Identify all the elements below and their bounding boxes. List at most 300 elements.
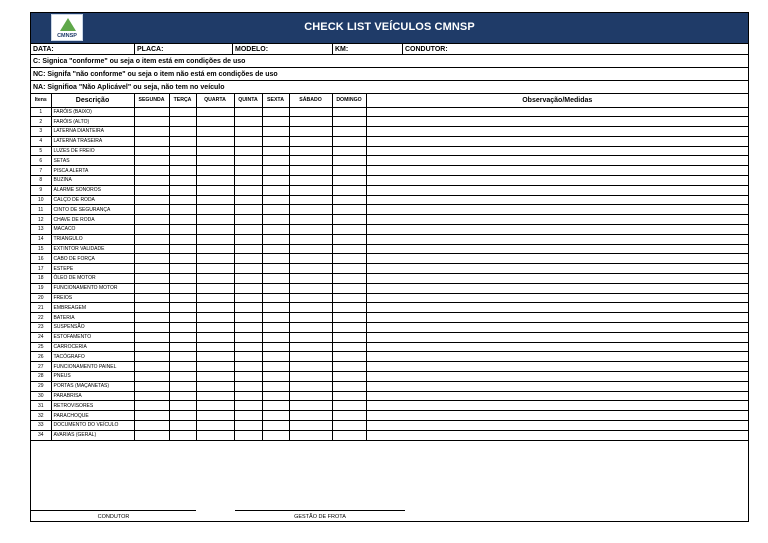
check-cell-sabado[interactable] xyxy=(289,185,332,195)
check-cell-quinta[interactable] xyxy=(234,244,262,254)
check-cell-domingo[interactable] xyxy=(332,156,366,166)
placa-field[interactable]: PLACA: xyxy=(134,44,232,54)
check-cell-quarta[interactable] xyxy=(196,234,234,244)
check-cell-domingo[interactable] xyxy=(332,244,366,254)
check-cell-domingo[interactable] xyxy=(332,205,366,215)
check-cell-observacao[interactable] xyxy=(366,117,748,127)
check-cell-quarta[interactable] xyxy=(196,107,234,117)
check-cell-observacao[interactable] xyxy=(366,411,748,421)
check-cell-quarta[interactable] xyxy=(196,156,234,166)
item-number: 9 xyxy=(31,185,51,195)
check-cell-observacao[interactable] xyxy=(366,176,748,186)
check-cell-quinta[interactable] xyxy=(234,352,262,362)
check-cell-quinta[interactable] xyxy=(234,342,262,352)
check-cell-sabado[interactable] xyxy=(289,391,332,401)
check-cell-terca[interactable] xyxy=(169,332,196,342)
check-cell-terca[interactable] xyxy=(169,381,196,391)
check-cell-observacao[interactable] xyxy=(366,156,748,166)
check-cell-observacao[interactable] xyxy=(366,107,748,117)
check-cell-domingo[interactable] xyxy=(332,117,366,127)
check-cell-sexta[interactable] xyxy=(262,254,289,264)
check-cell-quarta[interactable] xyxy=(196,176,234,186)
check-cell-segunda[interactable] xyxy=(134,127,169,137)
check-cell-terca[interactable] xyxy=(169,234,196,244)
check-cell-segunda[interactable] xyxy=(134,185,169,195)
check-cell-sabado[interactable] xyxy=(289,332,332,342)
check-cell-segunda[interactable] xyxy=(134,303,169,313)
check-cell-sabado[interactable] xyxy=(289,274,332,284)
check-cell-sexta[interactable] xyxy=(262,146,289,156)
check-cell-quarta[interactable] xyxy=(196,372,234,382)
checklist-table xyxy=(31,94,748,441)
check-cell-segunda[interactable] xyxy=(134,430,169,440)
check-cell-quarta[interactable] xyxy=(196,244,234,254)
check-cell-quinta[interactable] xyxy=(234,391,262,401)
check-cell-terca[interactable] xyxy=(169,146,196,156)
check-cell-observacao[interactable] xyxy=(366,234,748,244)
check-cell-domingo[interactable] xyxy=(332,264,366,274)
check-cell-sabado[interactable] xyxy=(289,156,332,166)
check-cell-segunda[interactable] xyxy=(134,107,169,117)
check-cell-segunda[interactable] xyxy=(134,323,169,333)
check-cell-terca[interactable] xyxy=(169,293,196,303)
check-cell-quarta[interactable] xyxy=(196,205,234,215)
check-cell-quinta[interactable] xyxy=(234,421,262,431)
check-cell-segunda[interactable] xyxy=(134,293,169,303)
check-cell-terca[interactable] xyxy=(169,205,196,215)
check-cell-terca[interactable] xyxy=(169,215,196,225)
check-cell-observacao[interactable] xyxy=(366,293,748,303)
check-cell-observacao[interactable] xyxy=(366,205,748,215)
check-cell-quinta[interactable] xyxy=(234,332,262,342)
check-cell-quarta[interactable] xyxy=(196,421,234,431)
check-cell-sexta[interactable] xyxy=(262,313,289,323)
check-cell-observacao[interactable] xyxy=(366,274,748,284)
check-cell-quinta[interactable] xyxy=(234,205,262,215)
check-cell-sexta[interactable] xyxy=(262,234,289,244)
check-cell-terca[interactable] xyxy=(169,185,196,195)
check-cell-sexta[interactable] xyxy=(262,156,289,166)
check-cell-domingo[interactable] xyxy=(332,136,366,146)
check-cell-sabado[interactable] xyxy=(289,254,332,264)
check-cell-quinta[interactable] xyxy=(234,156,262,166)
check-cell-sexta[interactable] xyxy=(262,303,289,313)
check-cell-quarta[interactable] xyxy=(196,313,234,323)
check-cell-domingo[interactable] xyxy=(332,166,366,176)
check-cell-segunda[interactable] xyxy=(134,352,169,362)
check-cell-observacao[interactable] xyxy=(366,421,748,431)
check-cell-domingo[interactable] xyxy=(332,421,366,431)
check-cell-observacao[interactable] xyxy=(366,430,748,440)
check-cell-quarta[interactable] xyxy=(196,401,234,411)
check-cell-sabado[interactable] xyxy=(289,136,332,146)
check-cell-quarta[interactable] xyxy=(196,166,234,176)
check-cell-domingo[interactable] xyxy=(332,254,366,264)
check-cell-segunda[interactable] xyxy=(134,117,169,127)
check-cell-quinta[interactable] xyxy=(234,215,262,225)
check-cell-sabado[interactable] xyxy=(289,421,332,431)
check-cell-domingo[interactable] xyxy=(332,362,366,372)
check-cell-terca[interactable] xyxy=(169,136,196,146)
check-cell-quarta[interactable] xyxy=(196,215,234,225)
item-number: 2 xyxy=(31,117,51,127)
item-number: 13 xyxy=(31,225,51,235)
check-cell-terca[interactable] xyxy=(169,342,196,352)
check-cell-segunda[interactable] xyxy=(134,401,169,411)
check-cell-quinta[interactable] xyxy=(234,185,262,195)
check-cell-segunda[interactable] xyxy=(134,225,169,235)
check-cell-terca[interactable] xyxy=(169,401,196,411)
check-cell-sabado[interactable] xyxy=(289,244,332,254)
check-cell-sexta[interactable] xyxy=(262,421,289,431)
check-cell-observacao[interactable] xyxy=(366,127,748,137)
check-cell-sabado[interactable] xyxy=(289,401,332,411)
check-cell-quinta[interactable] xyxy=(234,313,262,323)
check-cell-segunda[interactable] xyxy=(134,372,169,382)
check-cell-domingo[interactable] xyxy=(332,323,366,333)
check-cell-segunda[interactable] xyxy=(134,166,169,176)
check-cell-quarta[interactable] xyxy=(196,352,234,362)
check-cell-terca[interactable] xyxy=(169,244,196,254)
check-cell-observacao[interactable] xyxy=(366,283,748,293)
item-description: ÓLEO DE MOTOR xyxy=(51,274,134,284)
table-row xyxy=(31,185,748,195)
check-cell-domingo[interactable] xyxy=(332,127,366,137)
check-cell-segunda[interactable] xyxy=(134,274,169,284)
check-cell-sabado[interactable] xyxy=(289,195,332,205)
check-cell-quarta[interactable] xyxy=(196,146,234,156)
check-cell-sabado[interactable] xyxy=(289,283,332,293)
data-field[interactable]: DATA: xyxy=(33,46,54,53)
check-cell-sexta[interactable] xyxy=(262,323,289,333)
check-cell-terca[interactable] xyxy=(169,430,196,440)
check-cell-sexta[interactable] xyxy=(262,264,289,274)
check-cell-quarta[interactable] xyxy=(196,411,234,421)
check-cell-segunda[interactable] xyxy=(134,411,169,421)
check-cell-sabado[interactable] xyxy=(289,215,332,225)
check-cell-domingo[interactable] xyxy=(332,176,366,186)
check-cell-observacao[interactable] xyxy=(366,391,748,401)
check-cell-sexta[interactable] xyxy=(262,372,289,382)
check-cell-terca[interactable] xyxy=(169,323,196,333)
check-cell-domingo[interactable] xyxy=(332,430,366,440)
check-cell-segunda[interactable] xyxy=(134,215,169,225)
check-cell-sexta[interactable] xyxy=(262,166,289,176)
item-number: 31 xyxy=(31,401,51,411)
check-cell-quarta[interactable] xyxy=(196,136,234,146)
check-cell-quarta[interactable] xyxy=(196,323,234,333)
check-cell-terca[interactable] xyxy=(169,156,196,166)
check-cell-terca[interactable] xyxy=(169,264,196,274)
check-cell-sexta[interactable] xyxy=(262,107,289,117)
check-cell-sexta[interactable] xyxy=(262,176,289,186)
check-cell-sabado[interactable] xyxy=(289,205,332,215)
check-cell-sexta[interactable] xyxy=(262,274,289,284)
check-cell-terca[interactable] xyxy=(169,254,196,264)
check-cell-segunda[interactable] xyxy=(134,234,169,244)
check-cell-domingo[interactable] xyxy=(332,234,366,244)
table-row xyxy=(31,401,748,411)
check-cell-segunda[interactable] xyxy=(134,381,169,391)
check-cell-segunda[interactable] xyxy=(134,342,169,352)
condutor-field[interactable]: CONDUTOR: xyxy=(402,44,748,54)
check-cell-observacao[interactable] xyxy=(366,352,748,362)
check-cell-sabado[interactable] xyxy=(289,303,332,313)
check-cell-observacao[interactable] xyxy=(366,136,748,146)
check-cell-observacao[interactable] xyxy=(366,215,748,225)
check-cell-sabado[interactable] xyxy=(289,411,332,421)
check-cell-quinta[interactable] xyxy=(234,117,262,127)
check-cell-quinta[interactable] xyxy=(234,234,262,244)
check-cell-sabado[interactable] xyxy=(289,362,332,372)
check-cell-quinta[interactable] xyxy=(234,430,262,440)
check-cell-observacao[interactable] xyxy=(366,362,748,372)
check-cell-sabado[interactable] xyxy=(289,313,332,323)
check-cell-observacao[interactable] xyxy=(366,166,748,176)
check-cell-quinta[interactable] xyxy=(234,225,262,235)
check-cell-segunda[interactable] xyxy=(134,264,169,274)
table-row xyxy=(31,107,748,117)
check-cell-domingo[interactable] xyxy=(332,342,366,352)
check-cell-quinta[interactable] xyxy=(234,264,262,274)
check-cell-domingo[interactable] xyxy=(332,372,366,382)
check-cell-quarta[interactable] xyxy=(196,332,234,342)
item-number: 17 xyxy=(31,264,51,274)
check-cell-quinta[interactable] xyxy=(234,293,262,303)
check-cell-terca[interactable] xyxy=(169,117,196,127)
check-cell-segunda[interactable] xyxy=(134,146,169,156)
check-cell-domingo[interactable] xyxy=(332,146,366,156)
check-cell-quinta[interactable] xyxy=(234,136,262,146)
check-cell-terca[interactable] xyxy=(169,421,196,431)
km-field[interactable]: KM: xyxy=(332,44,402,54)
legend-nc: NC: Signifa "não conforme" ou seja o item não está em condições de uso xyxy=(31,67,748,80)
check-cell-quinta[interactable] xyxy=(234,372,262,382)
check-cell-observacao[interactable] xyxy=(366,332,748,342)
check-cell-segunda[interactable] xyxy=(134,254,169,264)
item-number: 23 xyxy=(31,323,51,333)
check-cell-sexta[interactable] xyxy=(262,244,289,254)
check-cell-quarta[interactable] xyxy=(196,274,234,284)
check-cell-quinta[interactable] xyxy=(234,283,262,293)
check-cell-observacao[interactable] xyxy=(366,313,748,323)
check-cell-quinta[interactable] xyxy=(234,323,262,333)
check-cell-terca[interactable] xyxy=(169,283,196,293)
col-header-sabado: SÁBADO xyxy=(289,94,332,107)
check-cell-sabado[interactable] xyxy=(289,381,332,391)
item-description: PARABRISA xyxy=(51,391,134,401)
check-cell-segunda[interactable] xyxy=(134,136,169,146)
check-cell-terca[interactable] xyxy=(169,372,196,382)
check-cell-quinta[interactable] xyxy=(234,107,262,117)
check-cell-terca[interactable] xyxy=(169,313,196,323)
check-cell-sabado[interactable] xyxy=(289,176,332,186)
check-cell-sabado[interactable] xyxy=(289,107,332,117)
check-cell-quarta[interactable] xyxy=(196,342,234,352)
check-cell-observacao[interactable] xyxy=(366,225,748,235)
check-cell-sexta[interactable] xyxy=(262,225,289,235)
check-cell-observacao[interactable] xyxy=(366,342,748,352)
check-cell-segunda[interactable] xyxy=(134,332,169,342)
check-cell-domingo[interactable] xyxy=(332,313,366,323)
table-row xyxy=(31,176,748,186)
check-cell-terca[interactable] xyxy=(169,107,196,117)
check-cell-segunda[interactable] xyxy=(134,313,169,323)
check-cell-quarta[interactable] xyxy=(196,185,234,195)
check-cell-sexta[interactable] xyxy=(262,411,289,421)
check-cell-sabado[interactable] xyxy=(289,127,332,137)
check-cell-quarta[interactable] xyxy=(196,303,234,313)
check-cell-segunda[interactable] xyxy=(134,205,169,215)
check-cell-quinta[interactable] xyxy=(234,274,262,284)
item-description: FREIOS xyxy=(51,293,134,303)
check-cell-sabado[interactable] xyxy=(289,342,332,352)
check-cell-sexta[interactable] xyxy=(262,352,289,362)
check-cell-quinta[interactable] xyxy=(234,254,262,264)
check-cell-terca[interactable] xyxy=(169,391,196,401)
check-cell-terca[interactable] xyxy=(169,166,196,176)
check-cell-sexta[interactable] xyxy=(262,401,289,411)
check-cell-sexta[interactable] xyxy=(262,215,289,225)
check-cell-terca[interactable] xyxy=(169,195,196,205)
check-cell-sabado[interactable] xyxy=(289,146,332,156)
check-cell-sexta[interactable] xyxy=(262,381,289,391)
check-cell-quinta[interactable] xyxy=(234,362,262,372)
check-cell-quarta[interactable] xyxy=(196,117,234,127)
check-cell-sabado[interactable] xyxy=(289,166,332,176)
check-cell-observacao[interactable] xyxy=(366,372,748,382)
check-cell-domingo[interactable] xyxy=(332,274,366,284)
check-cell-domingo[interactable] xyxy=(332,391,366,401)
check-cell-sexta[interactable] xyxy=(262,391,289,401)
check-cell-sexta[interactable] xyxy=(262,332,289,342)
check-cell-sabado[interactable] xyxy=(289,430,332,440)
check-cell-observacao[interactable] xyxy=(366,195,748,205)
check-cell-quinta[interactable] xyxy=(234,195,262,205)
check-cell-domingo[interactable] xyxy=(332,303,366,313)
check-cell-sexta[interactable] xyxy=(262,362,289,372)
check-cell-domingo[interactable] xyxy=(332,215,366,225)
check-cell-sabado[interactable] xyxy=(289,234,332,244)
check-cell-terca[interactable] xyxy=(169,127,196,137)
check-cell-observacao[interactable] xyxy=(366,185,748,195)
check-cell-observacao[interactable] xyxy=(366,381,748,391)
check-cell-quarta[interactable] xyxy=(196,381,234,391)
check-cell-domingo[interactable] xyxy=(332,185,366,195)
check-cell-quarta[interactable] xyxy=(196,254,234,264)
item-number: 21 xyxy=(31,303,51,313)
check-cell-segunda[interactable] xyxy=(134,421,169,431)
check-cell-quarta[interactable] xyxy=(196,225,234,235)
check-cell-observacao[interactable] xyxy=(366,254,748,264)
check-cell-quarta[interactable] xyxy=(196,264,234,274)
check-cell-quinta[interactable] xyxy=(234,381,262,391)
check-cell-quarta[interactable] xyxy=(196,293,234,303)
check-cell-segunda[interactable] xyxy=(134,283,169,293)
check-cell-sexta[interactable] xyxy=(262,430,289,440)
check-cell-domingo[interactable] xyxy=(332,293,366,303)
check-cell-quinta[interactable] xyxy=(234,401,262,411)
check-cell-domingo[interactable] xyxy=(332,401,366,411)
check-cell-segunda[interactable] xyxy=(134,244,169,254)
check-cell-quinta[interactable] xyxy=(234,411,262,421)
check-cell-domingo[interactable] xyxy=(332,411,366,421)
check-cell-terca[interactable] xyxy=(169,274,196,284)
header-bar xyxy=(31,13,748,43)
check-cell-quarta[interactable] xyxy=(196,391,234,401)
check-cell-domingo[interactable] xyxy=(332,381,366,391)
check-cell-terca[interactable] xyxy=(169,352,196,362)
check-cell-sabado[interactable] xyxy=(289,264,332,274)
check-cell-quinta[interactable] xyxy=(234,146,262,156)
check-cell-segunda[interactable] xyxy=(134,176,169,186)
check-cell-terca[interactable] xyxy=(169,362,196,372)
check-cell-quinta[interactable] xyxy=(234,303,262,313)
check-cell-sexta[interactable] xyxy=(262,342,289,352)
check-cell-segunda[interactable] xyxy=(134,195,169,205)
check-cell-terca[interactable] xyxy=(169,225,196,235)
check-cell-sexta[interactable] xyxy=(262,117,289,127)
check-cell-domingo[interactable] xyxy=(332,107,366,117)
item-number: 8 xyxy=(31,176,51,186)
check-cell-domingo[interactable] xyxy=(332,283,366,293)
check-cell-domingo[interactable] xyxy=(332,195,366,205)
check-cell-observacao[interactable] xyxy=(366,401,748,411)
check-cell-observacao[interactable] xyxy=(366,323,748,333)
check-cell-quarta[interactable] xyxy=(196,283,234,293)
check-cell-sexta[interactable] xyxy=(262,195,289,205)
col-header-sexta: SEXTA xyxy=(262,94,289,107)
check-cell-sabado[interactable] xyxy=(289,225,332,235)
check-cell-sabado[interactable] xyxy=(289,117,332,127)
check-cell-observacao[interactable] xyxy=(366,303,748,313)
check-cell-sexta[interactable] xyxy=(262,136,289,146)
check-cell-sabado[interactable] xyxy=(289,372,332,382)
check-cell-quinta[interactable] xyxy=(234,127,262,137)
check-cell-terca[interactable] xyxy=(169,411,196,421)
table-row xyxy=(31,136,748,146)
check-cell-quarta[interactable] xyxy=(196,362,234,372)
check-cell-segunda[interactable] xyxy=(134,362,169,372)
check-cell-terca[interactable] xyxy=(169,303,196,313)
check-cell-segunda[interactable] xyxy=(134,156,169,166)
modelo-field[interactable]: MODELO: xyxy=(232,44,332,54)
check-cell-observacao[interactable] xyxy=(366,264,748,274)
check-cell-sexta[interactable] xyxy=(262,293,289,303)
check-cell-sabado[interactable] xyxy=(289,323,332,333)
check-cell-quarta[interactable] xyxy=(196,430,234,440)
check-cell-sabado[interactable] xyxy=(289,352,332,362)
check-cell-observacao[interactable] xyxy=(366,244,748,254)
check-cell-observacao[interactable] xyxy=(366,146,748,156)
check-cell-quinta[interactable] xyxy=(234,176,262,186)
check-cell-sabado[interactable] xyxy=(289,293,332,303)
check-cell-terca[interactable] xyxy=(169,176,196,186)
check-cell-segunda[interactable] xyxy=(134,391,169,401)
check-cell-domingo[interactable] xyxy=(332,332,366,342)
check-cell-sexta[interactable] xyxy=(262,127,289,137)
table-row xyxy=(31,391,748,401)
check-cell-quarta[interactable] xyxy=(196,195,234,205)
check-cell-sexta[interactable] xyxy=(262,205,289,215)
check-cell-sexta[interactable] xyxy=(262,185,289,195)
check-cell-domingo[interactable] xyxy=(332,352,366,362)
check-cell-quarta[interactable] xyxy=(196,127,234,137)
check-cell-quinta[interactable] xyxy=(234,166,262,176)
check-cell-sexta[interactable] xyxy=(262,283,289,293)
check-cell-domingo[interactable] xyxy=(332,225,366,235)
col-header-descricao: Descrição xyxy=(51,94,134,107)
